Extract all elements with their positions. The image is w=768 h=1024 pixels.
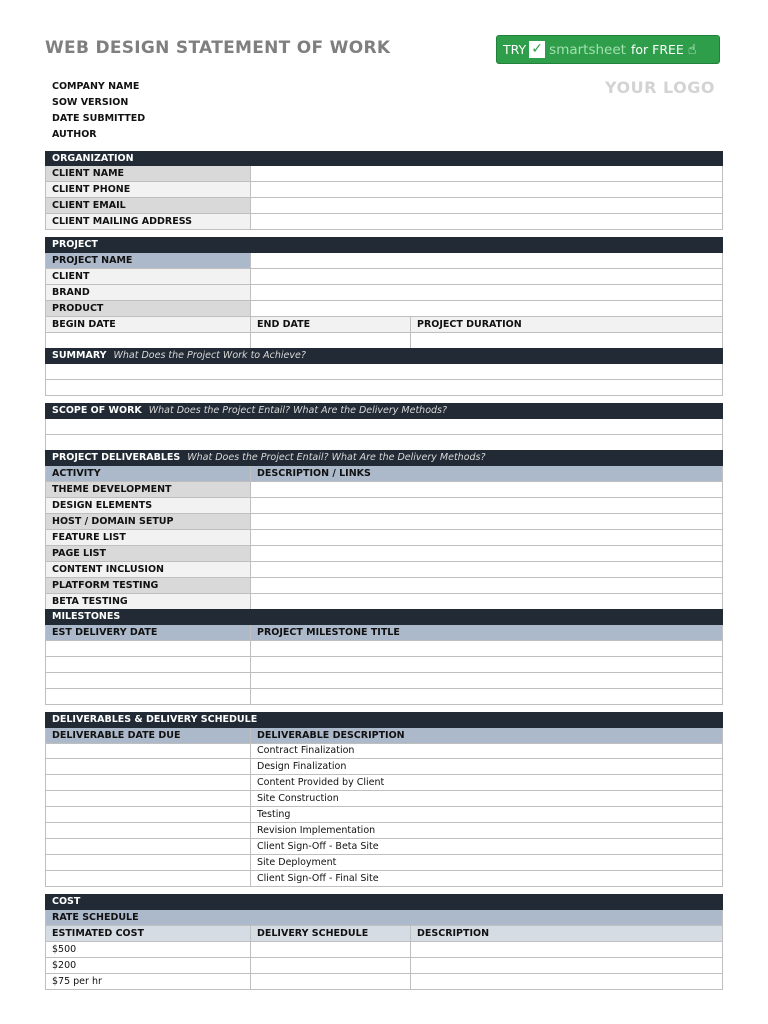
description-links-input[interactable]	[250, 562, 722, 577]
scope-input-row[interactable]	[45, 435, 723, 451]
activity-label: THEME DEVELOPMENT	[46, 482, 250, 497]
field-label-client-email: CLIENT EMAIL	[46, 198, 250, 213]
deliverables-header-label: PROJECT DELIVERABLES	[52, 452, 181, 463]
milestones-header	[45, 609, 723, 625]
organization-header	[45, 151, 723, 166]
schedule-row	[45, 839, 723, 855]
summary-header	[45, 348, 723, 364]
project-row	[45, 301, 723, 317]
milestones-header-label: MILESTONES	[52, 611, 121, 622]
deliverable-date-input[interactable]	[46, 855, 250, 870]
schedule-row	[45, 791, 723, 807]
organization-row	[45, 182, 723, 198]
description-links-input[interactable]	[250, 498, 722, 513]
milestone-row	[45, 689, 723, 705]
scope-hint: What Does the Project Entail? What Are the Delivery Methods?	[148, 405, 448, 416]
client-email-input[interactable]	[250, 198, 722, 213]
smartsheet-promo-button[interactable]	[496, 35, 720, 64]
schedule-column-header	[45, 728, 723, 744]
deliverable-date-input[interactable]	[46, 743, 250, 758]
field-label-client-mailing-address: CLIENT MAILING ADDRESS	[46, 214, 250, 229]
estimated-cost-value: $500	[52, 944, 77, 955]
activity-label: HOST / DOMAIN SETUP	[46, 514, 250, 529]
milestone-title-input[interactable]	[250, 689, 722, 704]
milestone-date-input[interactable]	[46, 657, 250, 672]
project-dates-header-row	[45, 317, 723, 333]
deliverable-date-input[interactable]	[46, 807, 250, 822]
schedule-row	[45, 775, 723, 791]
deliverables-column-header	[45, 466, 723, 482]
deliverables-hint: What Does the Project Entail? What Are the Delivery Methods?	[187, 452, 486, 463]
deliverable-date-input[interactable]	[46, 791, 250, 806]
project-name-input[interactable]	[250, 253, 722, 268]
milestone-date-input[interactable]	[46, 673, 250, 688]
milestone-row	[45, 657, 723, 673]
field-label-project-name: PROJECT NAME	[46, 253, 250, 268]
column-description: DESCRIPTION	[410, 926, 722, 941]
organization-row	[45, 214, 723, 230]
field-label-client-name: CLIENT NAME	[46, 166, 250, 181]
deliverable-row	[45, 482, 723, 498]
milestone-date-input[interactable]	[46, 641, 250, 656]
description-links-input[interactable]	[250, 594, 722, 609]
summary-input-row[interactable]	[45, 364, 723, 380]
deliverable-description: Revision Implementation	[250, 823, 722, 838]
logo-placeholder: YOUR LOGO	[605, 78, 715, 97]
summary-header-label: SUMMARY	[52, 350, 107, 361]
project-row	[45, 269, 723, 285]
promo-brand-label: smartsheet	[549, 41, 626, 58]
deliverable-description: Client Sign-Off - Beta Site	[250, 839, 722, 854]
cost-row	[45, 942, 723, 958]
deliverable-description: Site Construction	[250, 791, 722, 806]
client-mailing-address-input[interactable]	[250, 214, 722, 229]
brand-input[interactable]	[250, 285, 722, 300]
estimated-cost-value: $200	[52, 960, 77, 971]
activity-label: DESIGN ELEMENTS	[46, 498, 250, 513]
meta-company-name: COMPANY NAME	[52, 81, 140, 92]
description-links-input[interactable]	[250, 546, 722, 561]
schedule-row	[45, 759, 723, 775]
deliverable-date-input[interactable]	[46, 775, 250, 790]
cost-row	[45, 958, 723, 974]
project-row	[45, 285, 723, 301]
product-input[interactable]	[250, 301, 722, 316]
project-row	[45, 253, 723, 269]
deliverable-description: Site Deployment	[250, 855, 722, 870]
scope-input-row[interactable]	[45, 419, 723, 435]
deliverable-description: Client Sign-Off - Final Site	[250, 871, 722, 886]
delivery-schedule-input[interactable]	[250, 942, 410, 957]
milestone-row	[45, 641, 723, 657]
column-end-date: END DATE	[250, 317, 410, 332]
rate-schedule-header	[45, 910, 723, 926]
cost-description-input[interactable]	[410, 942, 722, 957]
column-deliverable-date-due: DELIVERABLE DATE DUE	[52, 730, 181, 741]
project-header	[45, 237, 723, 253]
field-label-client: CLIENT	[46, 269, 250, 284]
pointer-hand-icon: ☝	[687, 41, 697, 58]
schedule-row	[45, 871, 723, 887]
summary-input-row[interactable]	[45, 380, 723, 396]
schedule-row	[45, 743, 723, 759]
milestone-title-input[interactable]	[250, 673, 722, 688]
field-label-client-phone: CLIENT PHONE	[46, 182, 250, 197]
delivery-schedule-input[interactable]	[250, 958, 410, 973]
milestone-title-input[interactable]	[250, 641, 722, 656]
meta-date-submitted: DATE SUBMITTED	[52, 113, 146, 124]
field-label-product: PRODUCT	[46, 301, 250, 316]
deliverable-date-input[interactable]	[46, 871, 250, 886]
checkmark-icon: ✓	[529, 41, 545, 58]
deliverable-date-input[interactable]	[46, 839, 250, 854]
cost-description-input[interactable]	[410, 974, 722, 989]
column-project-milestone-title: PROJECT MILESTONE TITLE	[250, 625, 722, 640]
column-activity: ACTIVITY	[52, 468, 101, 479]
deliverable-row	[45, 594, 723, 610]
column-project-duration: PROJECT DURATION	[410, 317, 722, 332]
promo-free-label: for FREE	[630, 42, 684, 57]
cost-header	[45, 894, 723, 910]
organization-header-label: ORGANIZATION	[52, 152, 134, 164]
field-label-brand: BRAND	[46, 285, 250, 300]
client-phone-input[interactable]	[250, 182, 722, 197]
end-date-input[interactable]	[250, 333, 410, 348]
deliverable-description: Testing	[250, 807, 722, 822]
project-header-label: PROJECT	[52, 239, 98, 250]
delivery-schedule-input[interactable]	[250, 974, 410, 989]
activity-label: FEATURE LIST	[46, 530, 250, 545]
activity-label: PAGE LIST	[46, 546, 250, 561]
client-name-input[interactable]	[250, 166, 722, 181]
schedule-row	[45, 807, 723, 823]
deliverable-description: Design Finalization	[250, 759, 722, 774]
cost-description-input[interactable]	[410, 958, 722, 973]
column-deliverable-description: DELIVERABLE DESCRIPTION	[250, 728, 722, 743]
rate-schedule-label: RATE SCHEDULE	[52, 912, 139, 923]
deliverable-row	[45, 498, 723, 514]
cost-column-header	[45, 926, 723, 942]
client-input[interactable]	[250, 269, 722, 284]
organization-row	[45, 198, 723, 214]
promo-try-label: TRY	[503, 42, 527, 57]
schedule-row	[45, 855, 723, 871]
milestones-column-header	[45, 625, 723, 641]
cost-row	[45, 974, 723, 990]
column-delivery-schedule: DELIVERY SCHEDULE	[250, 926, 410, 941]
milestone-date-input[interactable]	[46, 689, 250, 704]
meta-author: AUTHOR	[52, 129, 97, 140]
schedule-row	[45, 823, 723, 839]
deliverable-row	[45, 530, 723, 546]
begin-date-input[interactable]	[46, 333, 250, 348]
activity-label: BETA TESTING	[46, 594, 250, 609]
column-description-links: DESCRIPTION / LINKS	[250, 466, 722, 481]
estimated-cost-value: $75 per hr	[52, 976, 102, 987]
deliverable-date-input[interactable]	[46, 823, 250, 838]
scope-header	[45, 403, 723, 419]
activity-label: CONTENT INCLUSION	[46, 562, 250, 577]
cost-header-label: COST	[52, 896, 81, 907]
activity-label: PLATFORM TESTING	[46, 578, 250, 593]
milestone-title-input[interactable]	[250, 657, 722, 672]
schedule-header	[45, 712, 723, 728]
deliverable-row	[45, 562, 723, 578]
organization-row	[45, 166, 723, 182]
deliverable-row	[45, 514, 723, 530]
scope-header-label: SCOPE OF WORK	[52, 405, 142, 416]
milestone-row	[45, 673, 723, 689]
document-title: WEB DESIGN STATEMENT OF WORK	[45, 38, 391, 58]
project-duration-input[interactable]	[410, 333, 722, 348]
column-estimated-cost: ESTIMATED COST	[52, 928, 144, 939]
deliverable-description: Contract Finalization	[250, 743, 722, 758]
project-dates-row	[45, 333, 723, 349]
column-est-delivery-date: EST DELIVERY DATE	[52, 627, 158, 638]
description-links-input[interactable]	[250, 482, 722, 497]
deliverable-date-input[interactable]	[46, 759, 250, 774]
summary-hint: What Does the Project Work to Achieve?	[113, 350, 306, 361]
meta-sow-version: SOW VERSION	[52, 97, 129, 108]
column-begin-date: BEGIN DATE	[46, 317, 250, 332]
document-meta-block	[52, 79, 145, 143]
description-links-input[interactable]	[250, 514, 722, 529]
schedule-header-label: DELIVERABLES & DELIVERY SCHEDULE	[52, 714, 258, 725]
deliverables-header	[45, 450, 723, 466]
deliverable-description: Content Provided by Client	[250, 775, 722, 790]
description-links-input[interactable]	[250, 578, 722, 593]
deliverable-row	[45, 578, 723, 594]
description-links-input[interactable]	[250, 530, 722, 545]
deliverable-row	[45, 546, 723, 562]
